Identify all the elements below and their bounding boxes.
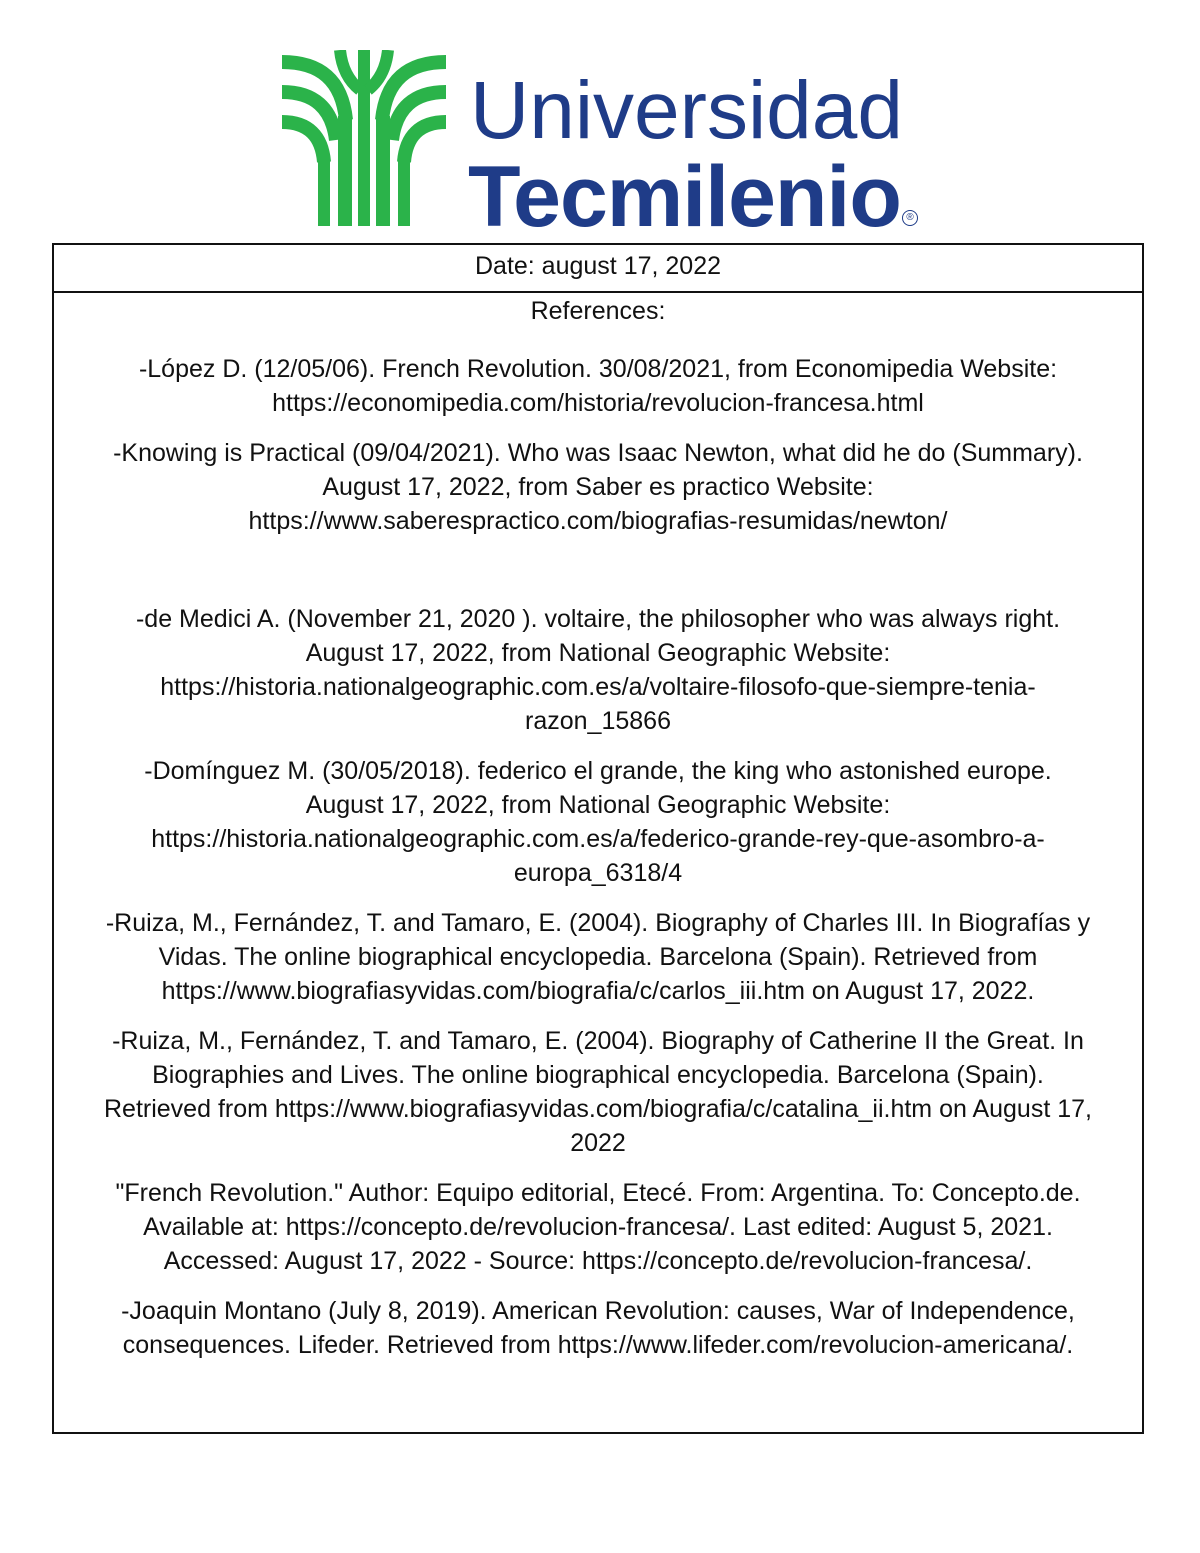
reference-line: August 17, 2022, from Saber es practico Website: — [322, 473, 874, 501]
reference-entry — [54, 754, 1142, 890]
reference-entry — [54, 1024, 1142, 1160]
reference-line: 2022 — [570, 1129, 626, 1157]
reference-line: -Ruiza, M., Fernández, T. and Tamaro, E. (2004). Biography of Catherine II the Great. In — [112, 1027, 1084, 1055]
reference-line: Retrieved from https://www.biografiasyvidas.com/biografia/c/catalina_ii.htm on August 17, — [104, 1095, 1092, 1123]
reference-line: Available at: https://concepto.de/revolucion-francesa/. Last edited: August 5, 2021. — [143, 1213, 1053, 1241]
reference-line: https://www.biografiasyvidas.com/biografia/c/carlos_iii.htm on August 17, 2022. — [161, 977, 1035, 1005]
reference-line: -Knowing is Practical (09/04/2021). Who was Isaac Newton, what did he do (Summary). — [113, 439, 1083, 467]
logo-word-tecmilenio: Tecmilenio — [468, 149, 901, 245]
reference-entry — [54, 352, 1142, 420]
tecmilenio-tree-icon — [280, 50, 460, 230]
reference-line: razon_15866 — [525, 707, 671, 735]
references-table — [52, 243, 1144, 1434]
references-heading: References: — [530, 297, 666, 325]
reference-line: https://economipedia.com/historia/revolucion-francesa.html — [272, 389, 924, 417]
reference-line: "French Revolution." Author: Equipo editorial, Etecé. From: Argentina. To: Concepto.de. — [115, 1179, 1081, 1207]
reference-line: https://historia.nationalgeographic.com.es/a/federico-grande-rey-que-asombro-a- — [151, 825, 1045, 853]
registered-mark-icon: ® — [902, 210, 918, 226]
reference-entry — [54, 1176, 1142, 1278]
reference-line: -de Medici A. (November 21, 2020 ). voltaire, the philosopher who was always right. — [135, 605, 1061, 633]
reference-list — [54, 352, 1142, 1362]
reference-line: Biographies and Lives. The online biographical encyclopedia. Barcelona (Spain). — [152, 1061, 1044, 1089]
references-cell — [54, 294, 1142, 1362]
reference-line: europa_6318/4 — [513, 859, 683, 887]
date-cell: Date: august 17, 2022 — [54, 245, 1142, 293]
reference-line: August 17, 2022, from National Geographic Website: — [305, 639, 891, 667]
reference-entry — [54, 1294, 1142, 1362]
reference-line: https://www.saberespractico.com/biografias-resumidas/newton/ — [248, 507, 948, 535]
university-logo — [280, 50, 940, 245]
logo-word-universidad: Universidad — [470, 65, 903, 156]
reference-line: https://historia.nationalgeographic.com.es/a/voltaire-filosofo-que-siempre-tenia- — [160, 673, 1036, 701]
reference-line: -Ruiza, M., Fernández, T. and Tamaro, E. (2004). Biography of Charles III. In Biografías y — [105, 909, 1091, 937]
reference-entry — [54, 602, 1142, 738]
reference-line: -López D. (12/05/06). French Revolution. 30/08/2021, from Economipedia Website: — [138, 355, 1058, 383]
reference-line: August 17, 2022, from National Geographic Website: — [305, 791, 891, 819]
reference-line: -Joaquin Montano (July 8, 2019). American Revolution: causes, War of Independence, — [121, 1297, 1075, 1325]
reference-line: -Domínguez M. (30/05/2018). federico el grande, the king who astonished europe. — [144, 757, 1052, 785]
reference-line: consequences. Lifeder. Retrieved from https://www.lifeder.com/revolucion-americana/. — [122, 1331, 1074, 1359]
reference-entry — [54, 436, 1142, 538]
reference-entry — [54, 906, 1142, 1008]
reference-line: Accessed: August 17, 2022 - Source: https://concepto.de/revolucion-francesa/. — [163, 1247, 1033, 1275]
reference-line: Vidas. The online biographical encyclopedia. Barcelona (Spain). Retrieved from — [158, 943, 1038, 971]
